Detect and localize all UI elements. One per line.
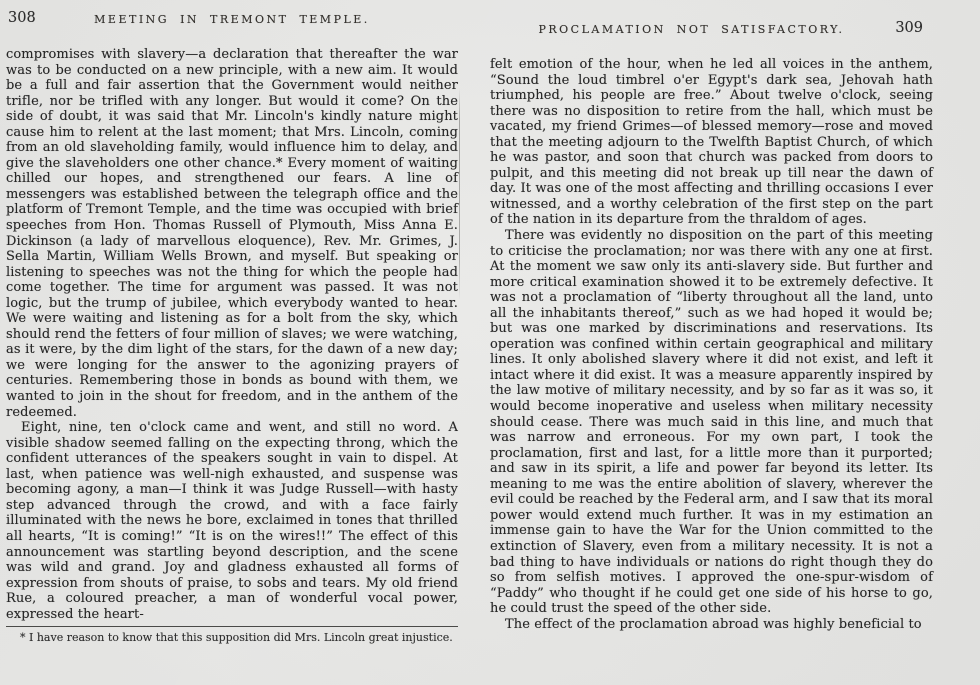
paragraph-continuation: compromises with slavery—a declaration that thereafter the war was to be conducted on a new principle, with a new aim. It would be a full and fair assertion that the Government would neither trifle, nor be trifled with any longer. But would it come? On the side of doubt, it was said that Mr. Lincoln's kindly nature might cause him to relent at the last moment; that Mrs. Lincoln, coming from an old slaveholding family, would influence him to delay, and give the slaveholders one other chance.* Every moment of waiting chilled our hopes, and strengthened our fears. A line of messengers was established between the telegraph office and the platform of Tremont Temple, and the time was occupied with brief speeches from Hon. Thomas Russell of Plymouth, Miss Anna E. Dickinson (a lady of marvellous eloquence), Rev. Mr. Grimes, J. Sella Martin, William Wells Brown, and myself. But speaking or listening to speeches was not the thing for which the people had come together. The time for argument was passed. It was not logic, but the trump of jubilee, which everybody wanted to hear. We were waiting and listening as for a bolt from the sky, which should rend the fetters of four million of slaves; we were watching, as it were, by the dim light of the stars, for the dawn of a new day; we were longing for the answer to the agonizing prayers of centuries. Remembering those in bonds as bound with them, we wanted to join in the shout for freedom, and in the anthem of the redeemed. [6,47,458,420]
left-page-body [6,47,458,622]
book-page-right [490,20,933,632]
footnote-rule [6,626,458,627]
left-page-number: 308 [8,10,36,26]
right-page-header [490,20,933,45]
right-page-body [490,57,933,632]
paragraph-continuation-start: The effect of the proclamation abroad was highly beneficial to [505,616,922,632]
footnote-text: * I have reason to know that this supposition did Mrs. Lincoln great injustice. [20,631,453,645]
paragraph: There was evidently no disposition on the part of this meeting to criticise the proclamation; nor was there with any one at first. At the moment we saw only its anti-slavery side. But further and more critical examination showed it to be extremely defective. It was not a proclamation of “liberty throughout all the land, unto all the inhabitants thereof,” such as we had hoped it would be; but was one marked by discriminations and reservations. Its operation was confined within certain geographical and military lines. It only abolished slavery where it did not exist, and left it intact where it did exist. It was a measure apparently inspired by the law motive of military necessity, and by so far as it was so, it would become inoperative and useless when military necessity should cease. There was much said in this line, and much that was narrow and erroneous. For my own part, I took the proclamation, first and last, for a little more than it purported; and saw in its spirit, a life and power far beyond its letter. Its meaning to me was the entire abolition of slavery, wherever the evil could be reached by the Federal arm, and I saw that its moral power would extend much further. It was in my estimation an immense gain to have the War for the Union committed to the extinction of Slavery, even from a military necessity. It is not a bad thing to have individuals or nations do right though they do so from selfish motives. I approved the one-spur-wisdom of “Paddy” who thought if he could get one side of his horse to go, he could trust the speed of the other side. [490,228,933,617]
footnote-block [6,626,458,645]
paragraph-continuation: felt emotion of the hour, when he led all voices in the anthem, “Sound the loud timbrel o'er Egypt's dark sea, Jehovah hath triumphed, his people are free.” About twelve o'clock, seeing there was no disposition to retire from the hall, which must be vacated, my friend Grimes—of blessed memory—rose and moved that the meeting adjourn to the Twelfth Baptist Church, of which he was pastor, and soon that church was packed from doors to pulpit, and this meeting did not break up till near the dawn of day. It was one of the most affecting and thrilling occasions I ever witnessed, and a worthy celebration of the first step on the part of the nation in its departure from the thraldom of ages. [490,57,933,228]
left-page-header [6,10,458,35]
right-running-head: PROCLAMATION NOT SATISFACTORY. [538,23,845,36]
left-running-head: MEETING IN TREMONT TEMPLE. [94,13,370,26]
right-page-number: 309 [895,20,923,36]
book-page-left [6,10,458,645]
page-gutter-shadow [459,88,460,300]
paragraph: Eight, nine, ten o'clock came and went, and still no word. A visible shadow seemed falling on the expecting throng, which the confident utterances of the speakers sought in vain to dispel. At last, when patience was well-nigh exhausted, and suspense was becoming agony, a man—I think it was Judge Russell—with hasty step advanced through the crowd, and with a face fairly illuminated with the news he bore, exclaimed in tones that thrilled all hearts, “It is coming!” “It is on the wires!!” The effect of this announcement was startling beyond description, and the scene was wild and grand. Joy and gladness exhausted all forms of expression from shouts of praise, to sobs and tears. My old friend Rue, a coloured preacher, a man of wonderful vocal power, expressed the heart- [6,420,458,622]
